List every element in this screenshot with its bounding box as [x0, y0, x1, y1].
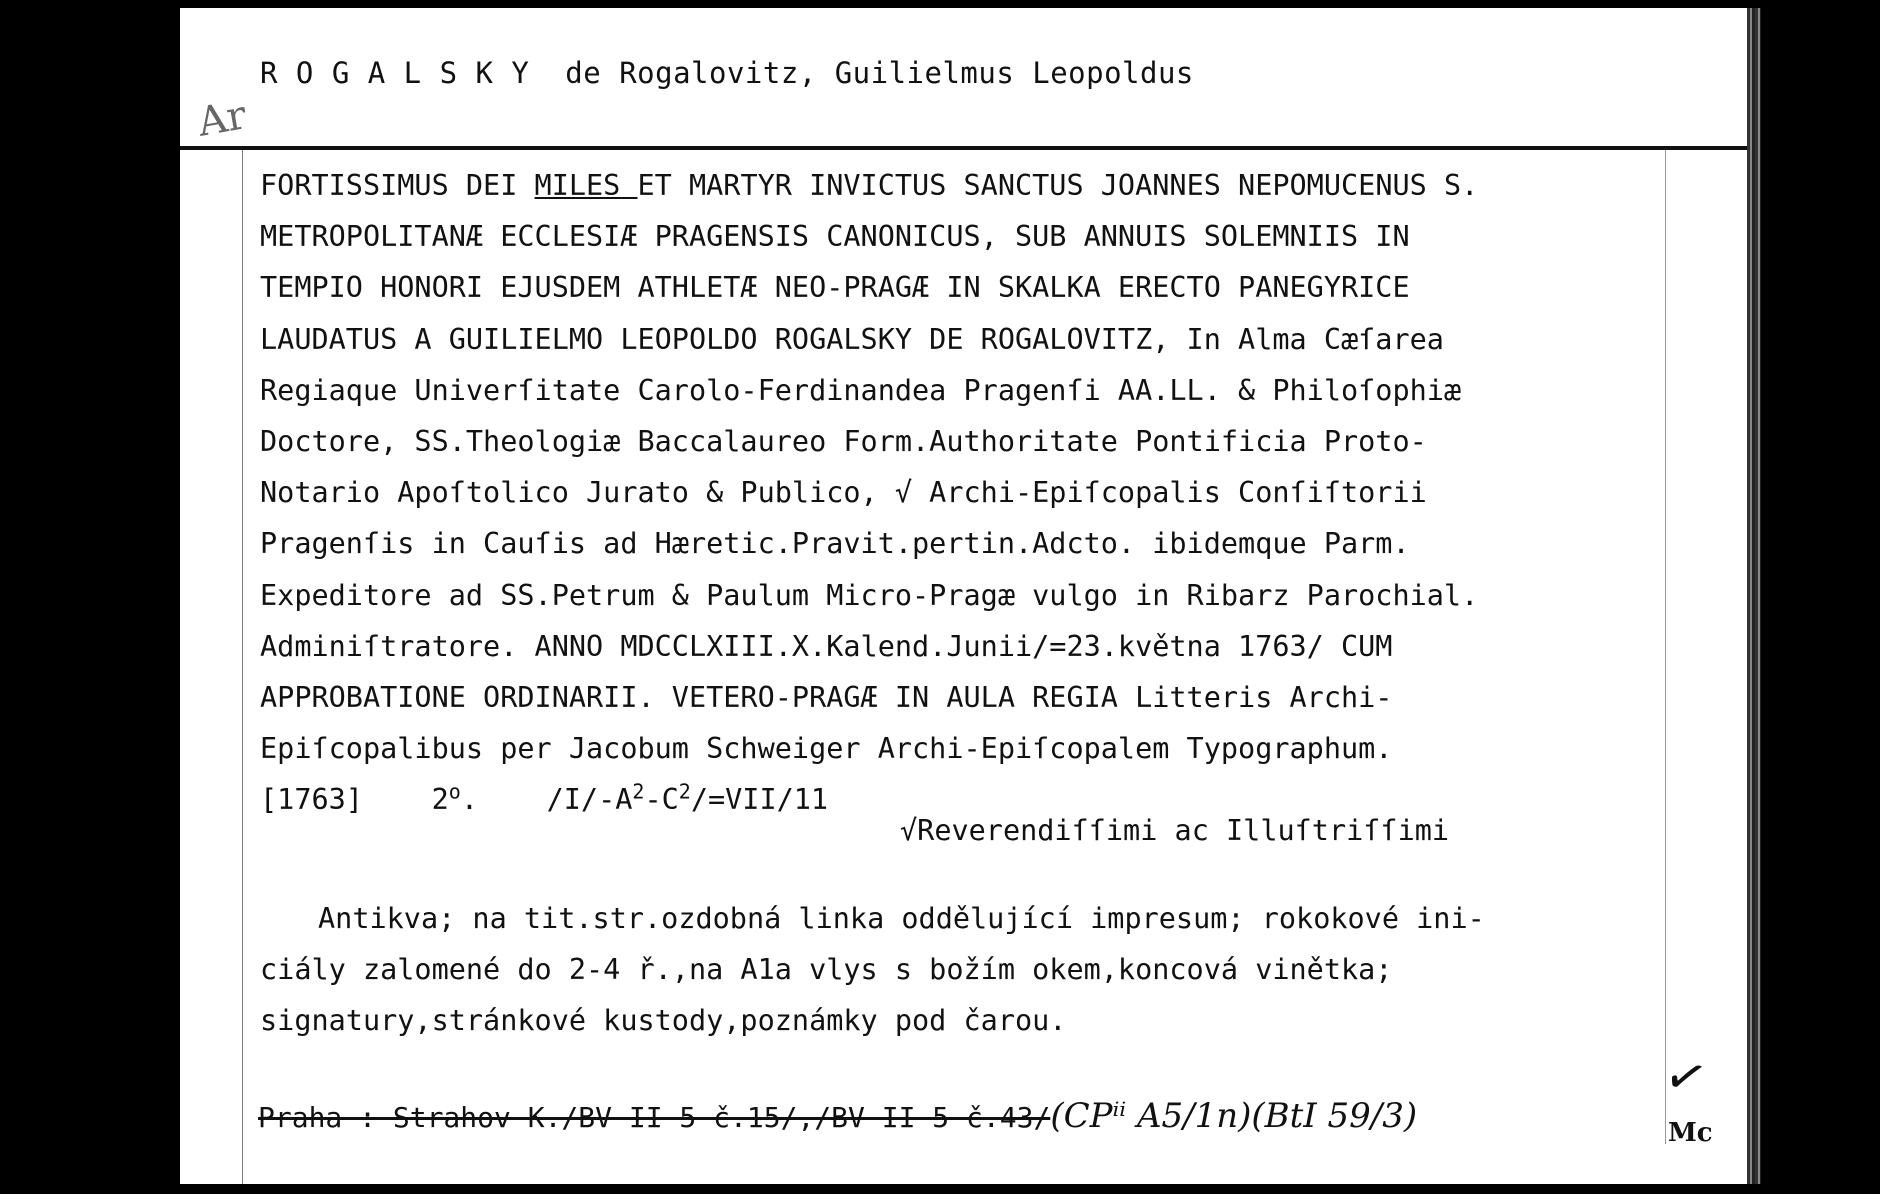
description-line: ciály zalomené do 2-4 ř.,na A1a vlys s božím okem,koncová vinětka;: [260, 953, 1393, 986]
description-line: signatury,stránkové kustody,poznámky pod čarou.: [260, 1004, 1067, 1037]
body-line: Doctore, SS.Theologiæ Baccalaureo Form.Authoritate Pontificia Proto-: [260, 424, 1427, 458]
body-line: LAUDATUS A GUILIELMO LEOPOLDO ROGALSKY DE ROGALOVITZ, In Alma Cæſarea: [260, 322, 1444, 356]
body-line: Notario Apoſtolico Jurato & Publico, √ Archi-Epiſcopalis Conſiſtorii: [260, 476, 1427, 510]
handwritten-corner-mark: Ar: [194, 92, 250, 146]
body-line: TEMPIO HONORI EJUSDEM ATHLETÆ NEO-PRAGÆ IN SKALKA ERECTO PANEGYRICE: [260, 271, 1410, 305]
left-margin-rule: [242, 150, 243, 1184]
body-line: APPROBATIONE ORDINARII. VETERO-PRAGÆ IN AULA REGIA Litteris Archi-: [260, 680, 1393, 714]
struck-location: Praha : Strahov K./BV II 5 č.15/,/BV II 5 č.43/: [258, 1101, 1051, 1134]
body-line: FORTISSIMUS DEI MILES ET MARTYR INVICTUS SANCTUS JOANNES NEPOMUCENUS S.: [260, 169, 1479, 202]
card-heading: R O G A L S K Y de Rogalovitz, Guilielmus Leopoldus: [260, 56, 1194, 90]
catalog-card: [180, 8, 1747, 1184]
handwritten-shelfmark: (CPⁱⁱ A5/1n)(BtI 59/3): [1050, 1096, 1418, 1136]
title-description: [260, 160, 1670, 825]
body-line: METROPOLITANÆ ECCLESIÆ PRAGENSIS CANONICUS, SUB ANNUIS SOLEMNIIS IN: [260, 220, 1410, 254]
check-mark-icon: ✓: [1658, 1043, 1714, 1111]
cataloger-initials: Mc: [1668, 1118, 1713, 1148]
body-line: Epiſcopalibus per Jacobum Schweiger Archi-Epiſcopalem Typographum.: [260, 732, 1393, 766]
body-line: Pragenſis in Cauſis ad Hæretic.Pravit.pertin.Adcto. ibidemque Parm.: [260, 527, 1410, 561]
body-line: Adminiſtratore. ANNO MDCCLXIII.X.Kalend.Junii/=23.května 1763/ CUM: [260, 629, 1393, 663]
card-stack-edge: [1747, 8, 1761, 1184]
description-line: Antikva; na tit.str.ozdobná linka oddělující impresum; rokokové ini-: [318, 902, 1485, 935]
underlined-word: MILES: [534, 169, 638, 202]
physical-description: [260, 893, 1680, 1046]
imprint-line: [1763] 2$^o$. $/I/-A^2-C^2/=VII/11$: [260, 779, 829, 817]
shelf-locations: [258, 1096, 1417, 1136]
body-line: Expeditore ad SS.Petrum & Paulum Micro-Pragæ vulgo in Ribarz Parochial.: [260, 578, 1479, 612]
header-rule: [180, 146, 1747, 150]
insertion-note: √Reverendiſſimi ac Illuſtriſſimi: [900, 814, 1450, 847]
body-line: Regiaque Univerſitate Carolo-Ferdinandea Pragenſi AA.LL. & Philoſophiæ: [260, 373, 1462, 407]
